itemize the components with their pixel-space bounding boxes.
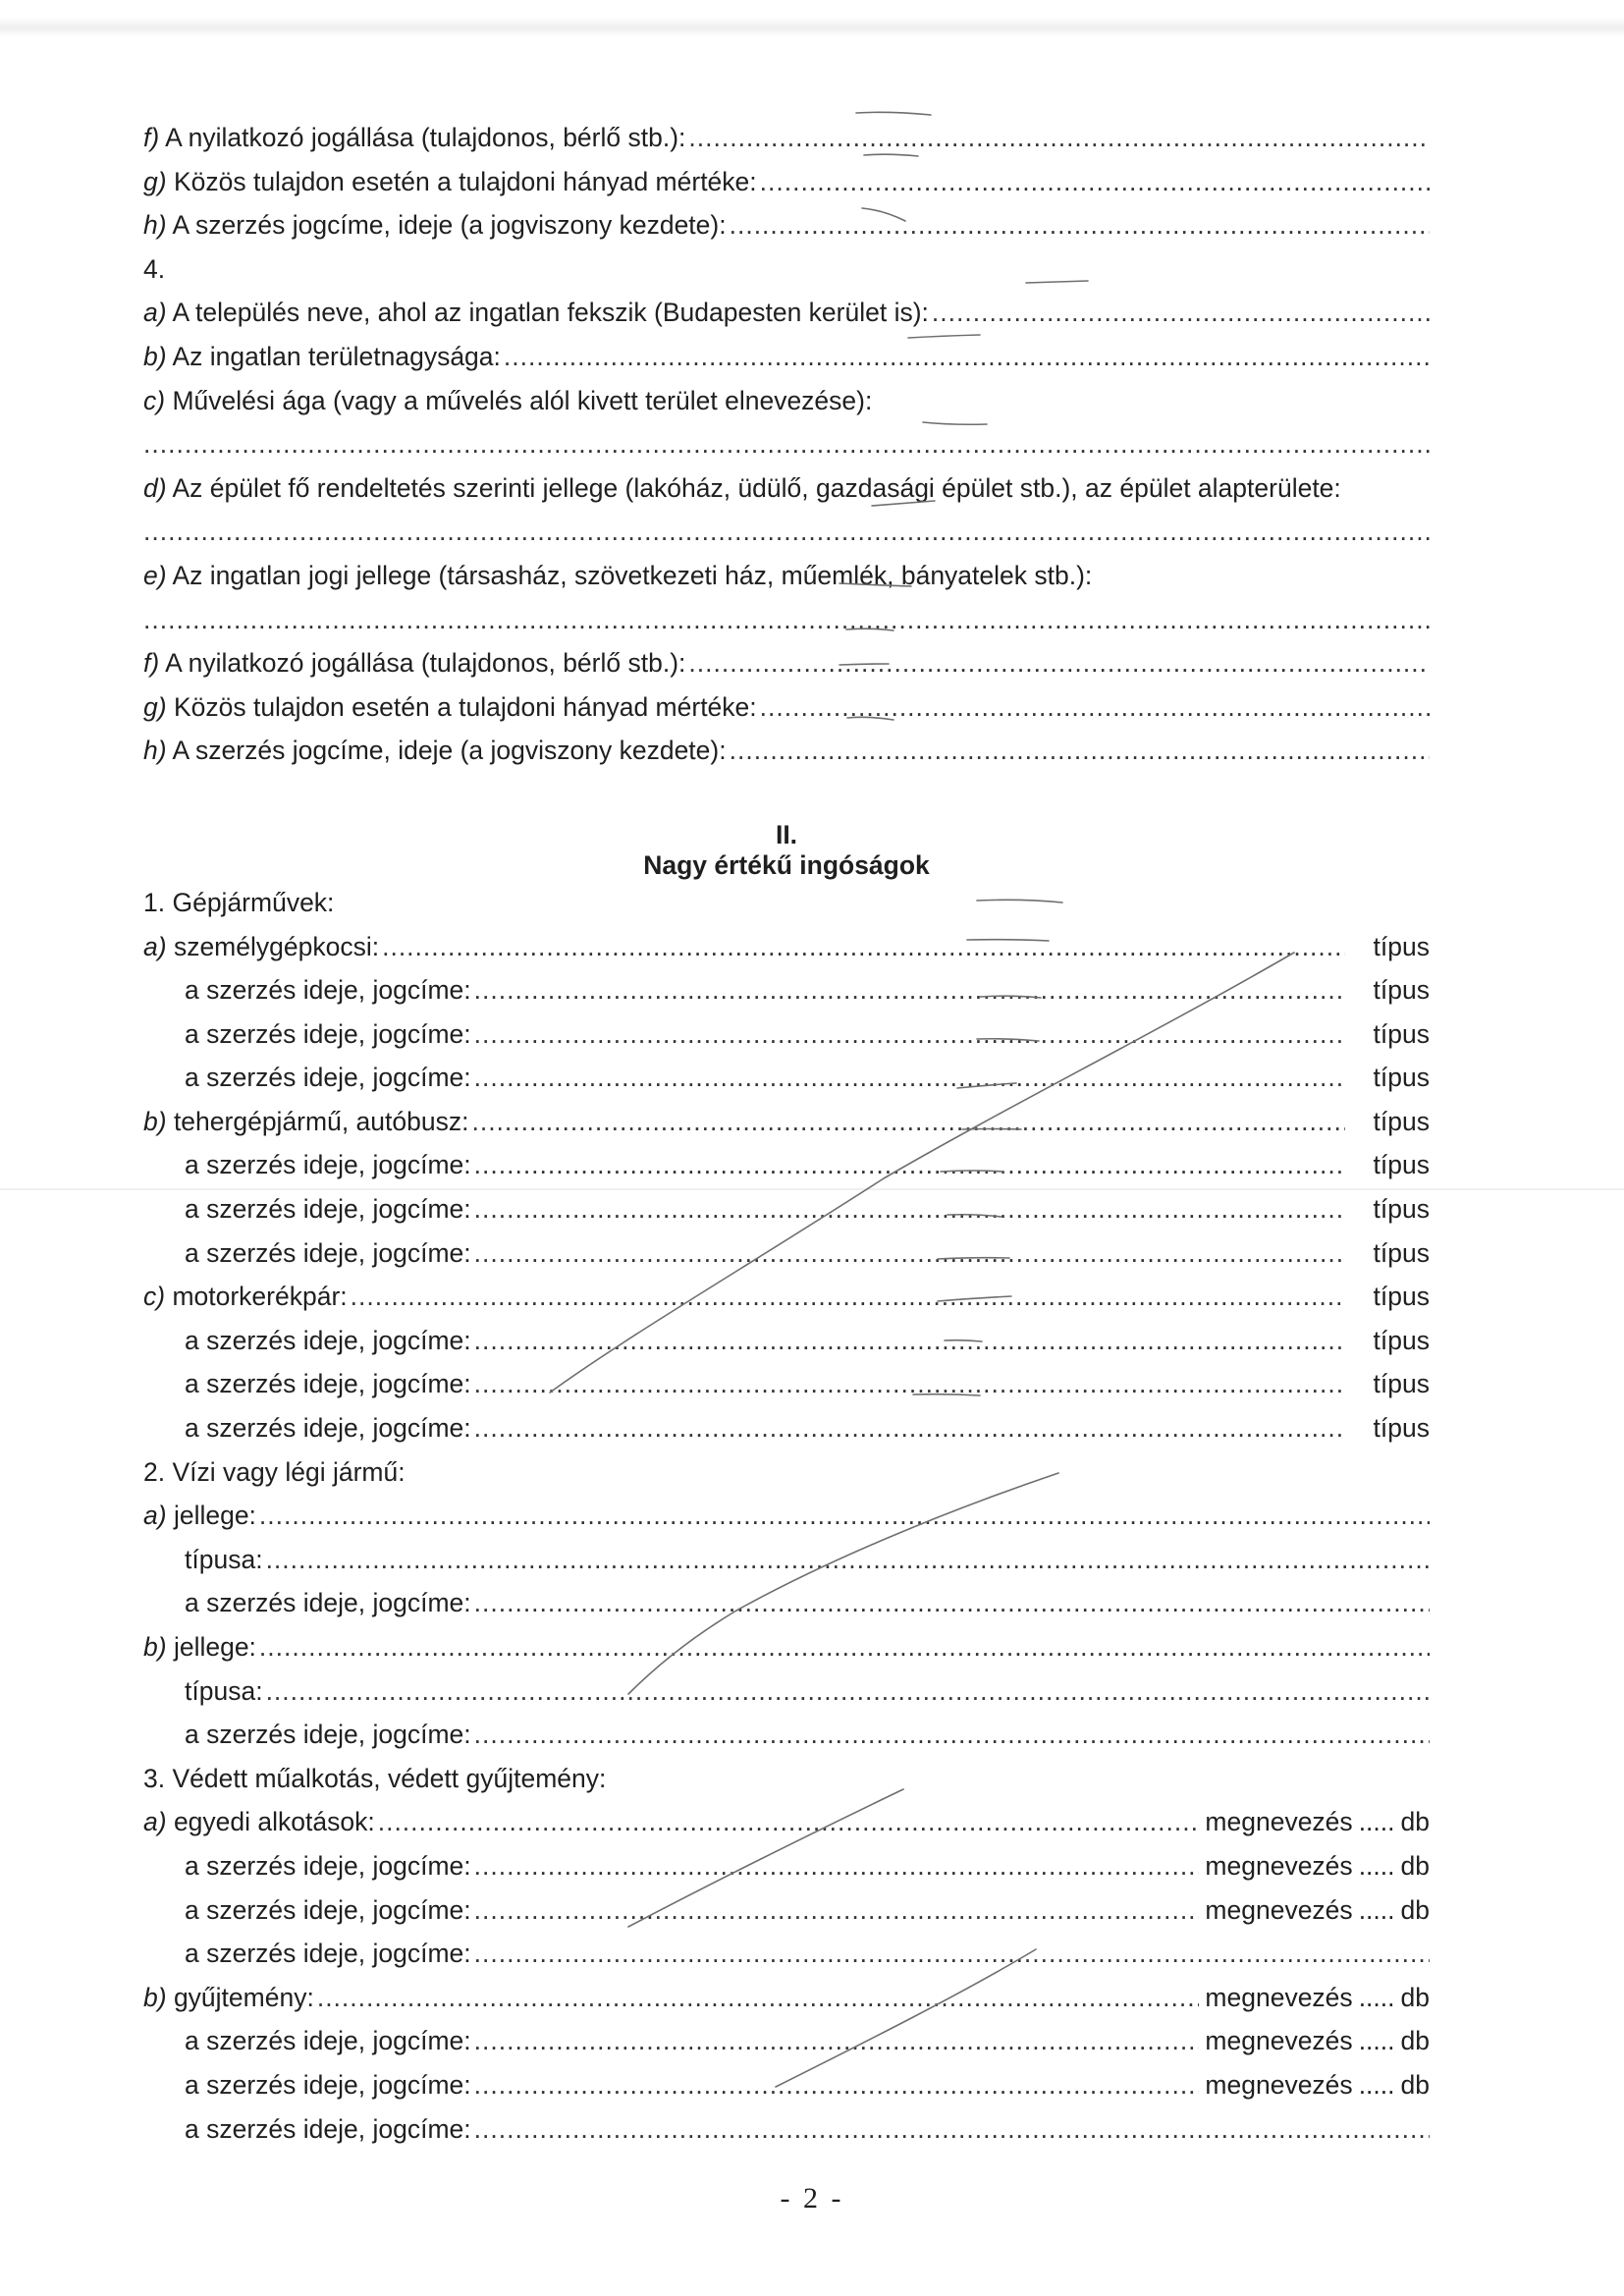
form-row-4g: [143, 685, 1430, 730]
form-row-4a: [143, 291, 1430, 335]
count-unit: db: [1400, 2026, 1430, 2056]
type-label: típus: [1373, 1282, 1430, 1312]
section-number: II.: [775, 819, 798, 849]
item-letter: a): [143, 1807, 167, 1837]
field-label: a szerzés ideje, jogcíme:: [185, 1063, 471, 1093]
acquisition-row: [143, 2107, 1430, 2152]
craft-type-row: [143, 1538, 1430, 1582]
item-letter: a): [143, 931, 167, 961]
type-label: típus: [1373, 1413, 1430, 1444]
field-label: a szerzés ideje, jogcíme:: [185, 1018, 471, 1049]
vehicle-row-motorcycle: [143, 1275, 1430, 1319]
type-label: típus: [1373, 931, 1430, 961]
form-row-h: [143, 203, 1430, 247]
fill-in-line[interactable]: [471, 1581, 1430, 1625]
craft-type-row: [143, 1669, 1430, 1714]
fill-in-line[interactable]: [471, 2019, 1200, 2063]
field-label: A település neve, ahol az ingatlan fekszik (Budapesten kerület is):: [166, 298, 929, 328]
field-label: Az ingatlan jogi jellege (társasház, szövetkezeti ház, műemlék, bányatelek stb.):: [166, 560, 1093, 590]
field-label: Közös tulajdon esetén a tulajdoni hányad mértéke:: [166, 166, 757, 196]
form-row-4d-line: [143, 510, 1430, 554]
fill-in-line[interactable]: [471, 2107, 1430, 2152]
field-label: jellege:: [166, 1501, 256, 1531]
fill-in-line[interactable]: [143, 598, 1430, 642]
fill-in-line[interactable]: [379, 925, 1345, 969]
fill-in-line[interactable]: [929, 291, 1430, 335]
acquisition-row: [143, 1187, 1430, 1231]
acquisition-row: [143, 1362, 1430, 1406]
acquisition-row: [143, 2063, 1430, 2107]
fill-in-line[interactable]: [471, 1362, 1345, 1406]
type-label: típus: [1373, 1194, 1430, 1225]
field-label: a szerzés ideje, jogcíme:: [185, 1720, 471, 1750]
field-label: A nyilatkozó jogállása (tulajdonos, bérlő stb.):: [159, 123, 686, 152]
field-label: gyűjtemény:: [166, 1982, 314, 2012]
item-letter: h): [143, 210, 167, 241]
type-label: típus: [1373, 1063, 1430, 1093]
form-row-g: [143, 160, 1430, 204]
field-label: a szerzés ideje, jogcíme:: [185, 1939, 471, 1969]
fill-in-line[interactable]: [348, 1275, 1345, 1319]
art-row-a: [143, 1800, 1430, 1844]
count-unit: db: [1400, 1850, 1430, 1881]
type-label: típus: [1373, 975, 1430, 1006]
art-row-b: [143, 1976, 1430, 2020]
fill-in-line[interactable]: [471, 1319, 1345, 1363]
fill-in-line[interactable]: [471, 1713, 1430, 1757]
acquisition-row: [143, 1932, 1430, 1976]
acquisition-row: [143, 1143, 1430, 1187]
field-label: motorkerékpár:: [165, 1282, 348, 1312]
field-label: a szerzés ideje, jogcíme:: [185, 1194, 471, 1225]
form-row-4c: [143, 379, 1430, 423]
count-dots[interactable]: .....: [1358, 2026, 1395, 2056]
fill-in-line[interactable]: [471, 1012, 1345, 1057]
fill-in-line[interactable]: [757, 685, 1430, 730]
subsection-heading: 1. Gépjárművek:: [143, 887, 335, 917]
acquisition-row: [143, 968, 1430, 1012]
fill-in-line[interactable]: [143, 510, 1430, 554]
item-letter: f): [143, 648, 160, 679]
item-letter: b): [143, 341, 167, 371]
item-letter: c): [143, 1282, 166, 1312]
craft-row-a: [143, 1494, 1430, 1538]
field-label: a szerzés ideje, jogcíme:: [185, 1850, 471, 1881]
field-label: Az ingatlan területnagysága:: [166, 341, 501, 371]
item-letter: g): [143, 166, 167, 196]
fill-in-line[interactable]: [471, 2063, 1200, 2107]
count-unit: db: [1400, 1982, 1430, 2012]
item-letter: g): [143, 691, 167, 722]
form-row-4d: [143, 466, 1430, 511]
form-row-4c-line: [143, 422, 1430, 466]
item-letter: f): [143, 123, 160, 152]
acquisition-row: [143, 1406, 1430, 1450]
field-label: a szerzés ideje, jogcíme:: [185, 2113, 471, 2144]
fill-in-line[interactable]: [757, 160, 1430, 204]
field-label: A szerzés jogcíme, ideje (a jogviszony kezdete):: [166, 210, 727, 241]
form-row-4b: [143, 335, 1430, 379]
acquisition-row: [143, 1319, 1430, 1363]
item-letter: b): [143, 1106, 167, 1136]
craft-row-b: [143, 1625, 1430, 1669]
acquisition-row: [143, 1713, 1430, 1757]
acquisition-row: [143, 1231, 1430, 1276]
type-label: típus: [1373, 1325, 1430, 1355]
name-label: megnevezés: [1205, 2069, 1353, 2100]
type-label: típus: [1373, 1150, 1430, 1180]
fill-in-line[interactable]: [471, 1844, 1200, 1888]
field-label: a szerzés ideje, jogcíme:: [185, 2069, 471, 2100]
scan-shadow-top: [0, 18, 1624, 37]
field-label: Az épület fő rendeltetés szerinti jellege (lakóház, üdülő, gazdasági épület stb.), az épület alapterülete:: [166, 472, 1341, 503]
section-title: Nagy értékű ingóságok: [643, 849, 930, 880]
fill-in-line[interactable]: [685, 116, 1430, 160]
page-number: - 2 -: [780, 2182, 844, 2214]
fill-in-line[interactable]: [471, 1406, 1345, 1450]
fill-in-line[interactable]: [471, 968, 1345, 1012]
subsection-heading: 2. Vízi vagy légi jármű:: [143, 1456, 406, 1487]
field-label: típusa:: [185, 1544, 263, 1574]
item-letter: c): [143, 385, 166, 415]
name-label: megnevezés: [1205, 1894, 1353, 1925]
name-label: megnevezés: [1205, 1982, 1353, 2012]
fill-in-line[interactable]: [468, 1100, 1345, 1144]
item-letter: a): [143, 1501, 167, 1531]
count-dots[interactable]: .....: [1358, 1850, 1395, 1881]
form-row-4e: [143, 554, 1430, 598]
acquisition-row: [143, 1012, 1430, 1057]
name-label: megnevezés: [1205, 1850, 1353, 1881]
acquisition-row: [143, 1581, 1430, 1625]
field-label: a szerzés ideje, jogcíme:: [185, 1369, 471, 1399]
field-label: a szerzés ideje, jogcíme:: [185, 1150, 471, 1180]
fill-in-line[interactable]: [375, 1800, 1200, 1844]
field-label: személygépkocsi:: [166, 931, 380, 961]
acquisition-row: [143, 1888, 1430, 1933]
acquisition-row: [143, 2019, 1430, 2063]
field-label: a szerzés ideje, jogcíme:: [185, 975, 471, 1006]
type-label: típus: [1373, 1237, 1430, 1268]
item-number: 4.: [143, 253, 166, 284]
fill-in-line[interactable]: [143, 422, 1430, 466]
count-dots[interactable]: .....: [1358, 2069, 1395, 2100]
fill-in-line[interactable]: [471, 1187, 1345, 1231]
count-dots[interactable]: .....: [1358, 1982, 1395, 2012]
field-label: a szerzés ideje, jogcíme:: [185, 1894, 471, 1925]
fill-in-line[interactable]: [685, 641, 1430, 685]
vehicle-row-truck: [143, 1100, 1430, 1144]
subsection-heading: 3. Védett műalkotás, védett gyűjtemény:: [143, 1763, 607, 1793]
form-row-4f: [143, 641, 1430, 685]
vehicle-row-car: [143, 925, 1430, 969]
field-label: jellege:: [166, 1632, 256, 1662]
fill-in-line[interactable]: [263, 1669, 1430, 1714]
fill-in-line[interactable]: [471, 1888, 1200, 1933]
fill-in-line[interactable]: [727, 729, 1430, 773]
item-letter: b): [143, 1982, 167, 2012]
fill-in-line[interactable]: [471, 1932, 1430, 1976]
type-label: típus: [1373, 1106, 1430, 1136]
field-label: tehergépjármű, autóbusz:: [166, 1106, 469, 1136]
field-label: Művelési ága (vagy a művelés alól kivett terület elnevezése):: [165, 385, 873, 415]
fill-in-line[interactable]: [471, 1056, 1345, 1100]
form-page: [143, 116, 1430, 2151]
item-letter: b): [143, 1632, 167, 1662]
name-label: megnevezés: [1205, 2026, 1353, 2056]
fill-in-line[interactable]: [256, 1625, 1430, 1669]
item-letter: d): [143, 472, 167, 503]
field-label: típusa:: [185, 1675, 263, 1706]
field-label: a szerzés ideje, jogcíme:: [185, 1237, 471, 1268]
fill-in-line[interactable]: [471, 1231, 1345, 1276]
field-label: A nyilatkozó jogállása (tulajdonos, bérlő stb.):: [159, 648, 686, 679]
count-unit: db: [1400, 1807, 1430, 1837]
count-unit: db: [1400, 2069, 1430, 2100]
field-label: a szerzés ideje, jogcíme:: [185, 1325, 471, 1355]
type-label: típus: [1373, 1018, 1430, 1049]
fill-in-line[interactable]: [263, 1538, 1430, 1582]
fill-in-line[interactable]: [501, 335, 1430, 379]
form-row-4e-line: [143, 598, 1430, 642]
fill-in-line[interactable]: [727, 203, 1430, 247]
field-label: a szerzés ideje, jogcíme:: [185, 1588, 471, 1618]
field-label: a szerzés ideje, jogcíme:: [185, 2026, 471, 2056]
item-letter: e): [143, 560, 167, 590]
form-row-4h: [143, 729, 1430, 773]
name-label: megnevezés: [1205, 1807, 1353, 1837]
acquisition-row: [143, 1844, 1430, 1888]
fill-in-line[interactable]: [256, 1494, 1430, 1538]
type-label: típus: [1373, 1369, 1430, 1399]
item-letter: h): [143, 736, 167, 766]
count-dots[interactable]: .....: [1358, 1807, 1395, 1837]
field-label: a szerzés ideje, jogcíme:: [185, 1413, 471, 1444]
count-unit: db: [1400, 1894, 1430, 1925]
acquisition-row: [143, 1056, 1430, 1100]
field-label: Közös tulajdon esetén a tulajdoni hányad mértéke:: [166, 691, 757, 722]
fill-in-line[interactable]: [314, 1976, 1200, 2020]
count-dots[interactable]: .....: [1358, 1894, 1395, 1925]
fill-in-line[interactable]: [471, 1143, 1345, 1187]
field-label: egyedi alkotások:: [166, 1807, 375, 1837]
form-row-f: [143, 116, 1430, 160]
pencil-dash: [856, 112, 931, 115]
field-label: A szerzés jogcíme, ideje (a jogviszony kezdete):: [166, 736, 727, 766]
item-letter: a): [143, 298, 167, 328]
